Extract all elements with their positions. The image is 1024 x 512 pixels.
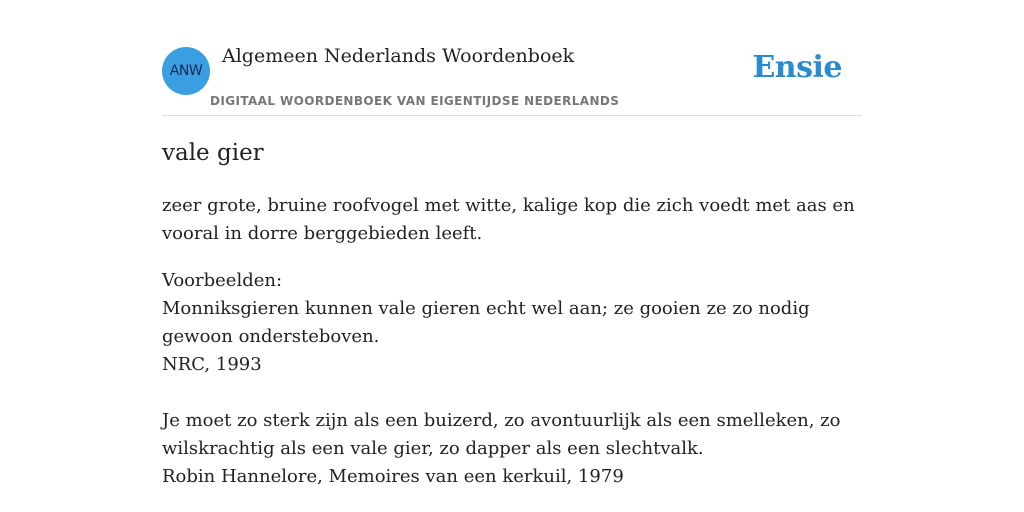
- anw-logo[interactable]: [162, 47, 210, 95]
- examples-label: Voorbeelden:: [162, 270, 283, 291]
- logo-text: ANW: [169, 63, 203, 79]
- ensie-brand-logo[interactable]: Ensie: [752, 50, 842, 85]
- header: [162, 0, 862, 116]
- entry-card: [162, 0, 862, 487]
- examples-section: [162, 267, 862, 491]
- definition: zeer grote, bruine roofvogel met witte, kalige kop die zich voedt met aas en vooral in dorre berggebieden leeft.: [162, 195, 855, 244]
- example-spacer: [162, 379, 862, 407]
- example-quote: Je moet zo sterk zijn als een buizerd, zo avontuurlijk als een smelleken, zo wilskrachtig als een vale gier, zo dapper als een slechtvalk.: [162, 410, 841, 459]
- site-subtitle: DIGITAAL WOORDENBOEK VAN EIGENTIJDSE NEDERLANDS: [210, 94, 620, 108]
- example-quote: Monniksgieren kunnen vale gieren echt wel aan; ze gooien ze zo nodig gewoon ondersteboven.: [162, 298, 810, 347]
- site-title[interactable]: Algemeen Nederlands Woordenboek: [222, 45, 575, 67]
- example-source: Robin Hannelore, Memoires van een kerkuil, 1979: [162, 466, 624, 487]
- headword: vale gier: [162, 140, 264, 166]
- example-source: NRC, 1993: [162, 354, 262, 375]
